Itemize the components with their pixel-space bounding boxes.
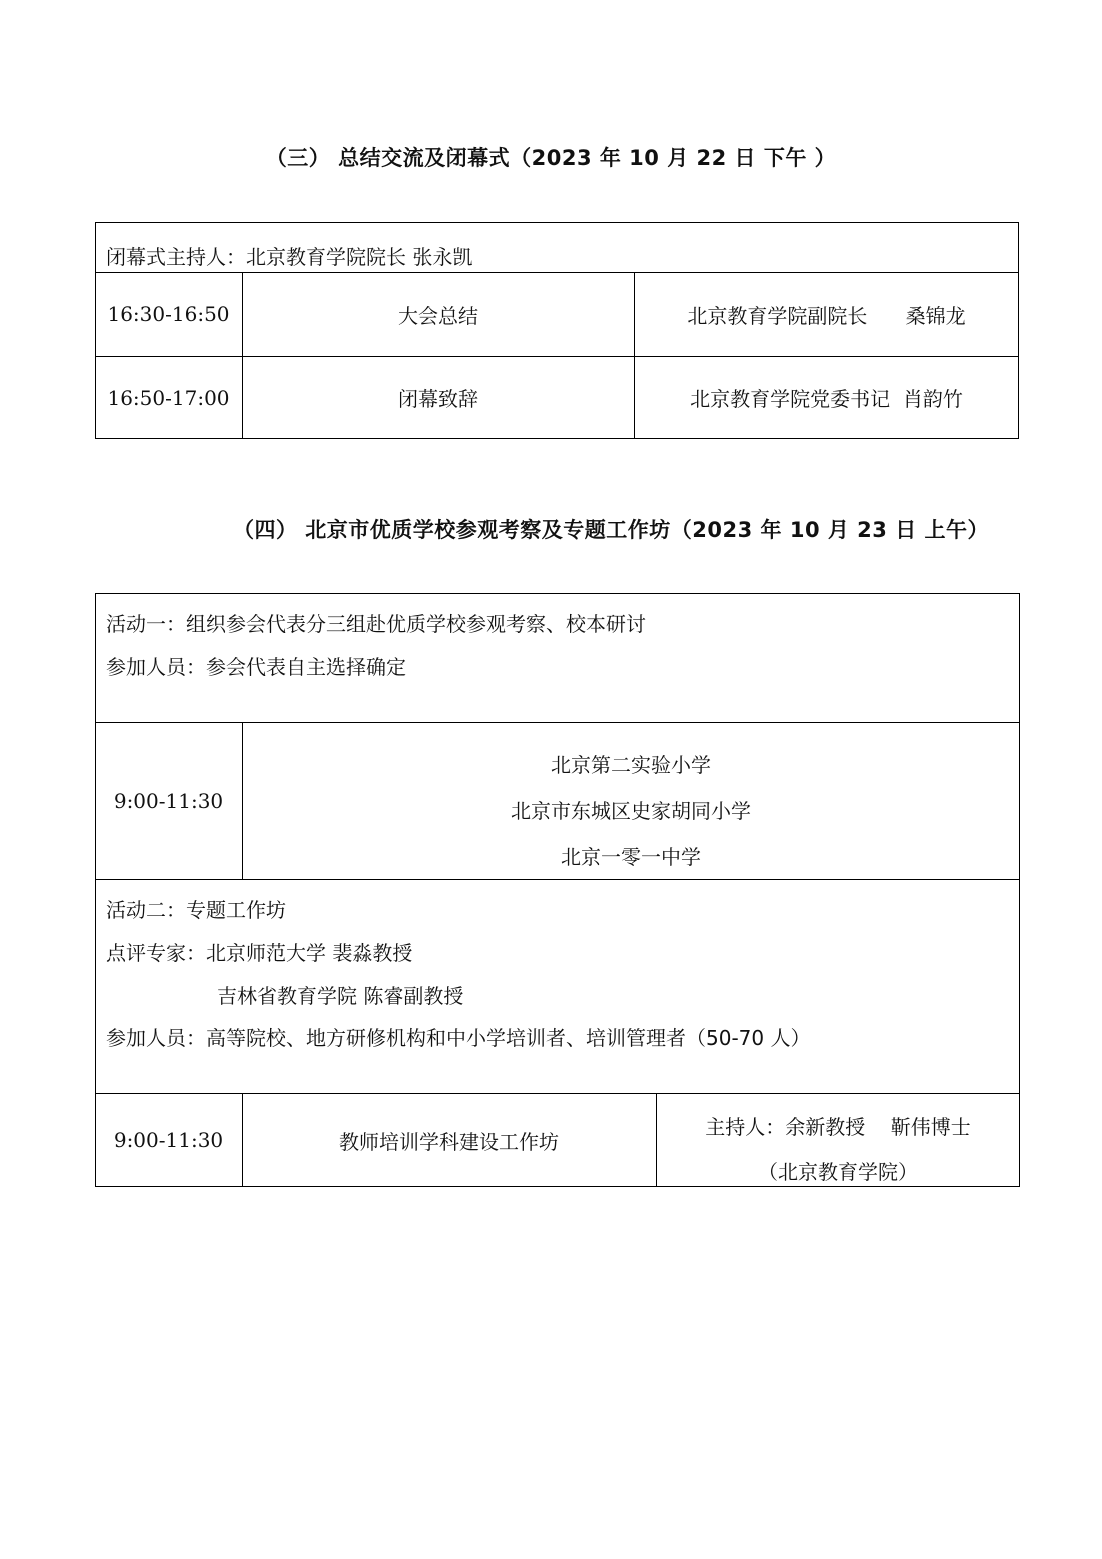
host-affiliation: （北京教育学院） [758, 1160, 918, 1184]
table-row-person: 北京教育学院副院长 桑锦龙 [687, 303, 966, 328]
table-row-time: 16:50-17:00 [107, 385, 230, 410]
table-row-item: 大会总结 [398, 303, 478, 328]
list-item: 北京一零一中学 [561, 845, 701, 869]
activity2-time: 9:00-11:30 [113, 1128, 224, 1152]
host-line: 主持人：余新教授 靳伟博士 [705, 1115, 971, 1139]
activity1-time: 9:00-11:30 [113, 788, 224, 813]
list-item: 北京市东城区史家胡同小学 [511, 799, 751, 823]
table-row-time: 16:30-16:50 [107, 302, 230, 326]
section4-title: （四） 北京市优质学校参观考察及专题工作坊（2023 年 10 月 23 日 上午） [232, 518, 990, 542]
activity1-title: 活动一：组织参会代表分三组赴优质学校参观考察、校本研讨 [106, 612, 646, 636]
activity2-participants: 参加人员：高等院校、地方研修机构和中小学培训者、培训管理者（50-70 人） [106, 1026, 811, 1050]
activity2-title: 活动二：专题工作坊 [106, 898, 286, 922]
activity1-participants: 参加人员：参会代表自主选择确定 [106, 655, 406, 679]
closing-host: 闭幕式主持人：北京教育学院院长 张永凯 [106, 245, 473, 269]
activity2-item: 教师培训学科建设工作坊 [339, 1129, 559, 1154]
table-row-person: 北京教育学院党委书记 肖韵竹 [690, 387, 963, 411]
list-item: 北京第二实验小学 [551, 753, 711, 777]
activity2-expert: 点评专家：北京师范大学 裴淼教授 [106, 941, 413, 965]
activity2-host [656, 1093, 1020, 1187]
school-list [242, 722, 1020, 879]
table-row-item: 闭幕致辞 [398, 387, 478, 411]
activity2-expert-2: 吉林省教育学院 陈睿副教授 [217, 984, 464, 1008]
section3-title: （三） 总结交流及闭幕式（2023 年 10 月 22 日 下午 ） [265, 146, 837, 170]
